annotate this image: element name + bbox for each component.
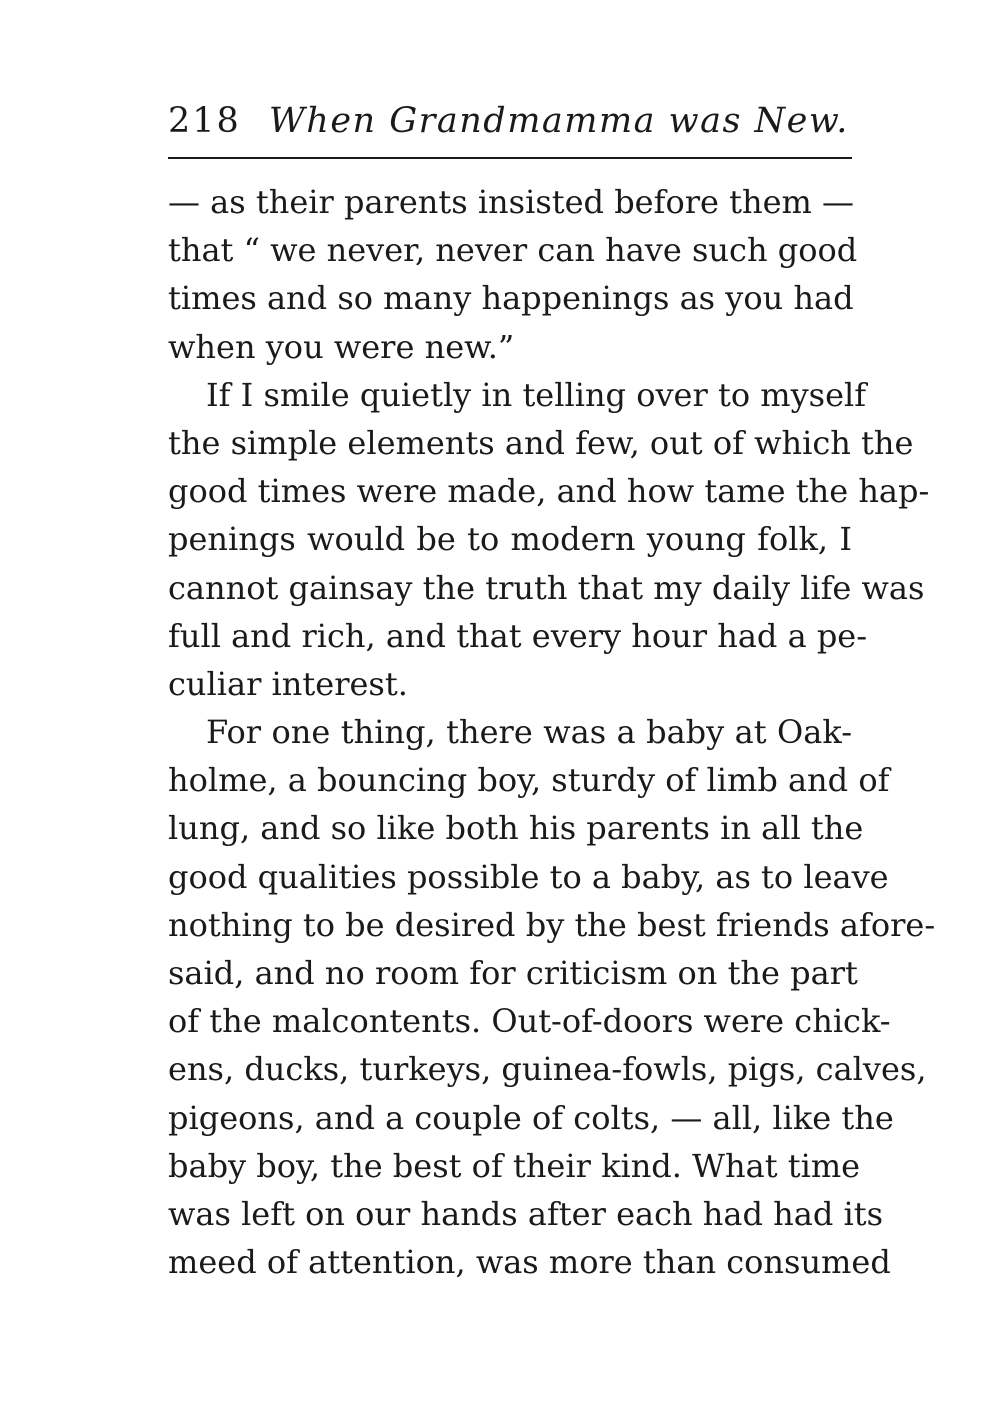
- paragraph-3: [168, 708, 936, 1286]
- text-line: the simple elements and few, out of which the: [168, 423, 914, 462]
- text-line: ens, ducks, turkeys, guinea-fowls, pigs, calves,: [168, 1050, 927, 1089]
- text-line: was left on our hands after each had had its: [168, 1194, 883, 1233]
- header-rule: [168, 157, 852, 159]
- text-line: that “ we never, never can have such good: [168, 231, 858, 270]
- text-line: full and rich, and that every hour had a pe-: [168, 616, 868, 655]
- text-line: If I smile quietly in telling over to myself: [206, 375, 867, 414]
- text-line: — as their parents insisted before them —: [168, 183, 855, 221]
- text-line: times and so many happenings as you had: [168, 279, 854, 318]
- text-line: when you were new.”: [168, 327, 515, 366]
- text-line: penings would be to modern young folk, I: [168, 520, 852, 559]
- text-line: baby boy, the best of their kind. What time: [168, 1146, 861, 1185]
- text-line: nothing to be desired by the best friends afore-: [168, 905, 936, 944]
- paragraph-2: [168, 371, 930, 708]
- text-line: of the malcontents. Out-of-doors were chick-: [168, 1002, 891, 1041]
- running-head: [168, 98, 858, 144]
- text-line: good times were made, and how tame the hap-: [168, 472, 930, 511]
- text-line: pigeons, and a couple of colts, — all, like the: [168, 1098, 894, 1137]
- paragraph-1: [168, 178, 858, 371]
- text-line: culiar interest.: [168, 664, 408, 703]
- body-text: [168, 178, 936, 1286]
- text-line: good qualities possible to a baby, as to leave: [168, 857, 889, 896]
- text-line: cannot gainsay the truth that my daily life was: [168, 568, 925, 607]
- text-line: said, and no room for criticism on the part: [168, 954, 858, 992]
- text-line: For one thing, there was a baby at Oak-: [206, 713, 852, 752]
- text-line: holme, a bouncing boy, sturdy of limb and of: [168, 761, 890, 800]
- text-line: lung, and so like both his parents in all the: [168, 809, 864, 848]
- text-line: meed of attention, was more than consumed: [168, 1243, 891, 1282]
- running-title: When Grandmamma was New.: [268, 101, 849, 141]
- page-number: 218: [168, 101, 241, 141]
